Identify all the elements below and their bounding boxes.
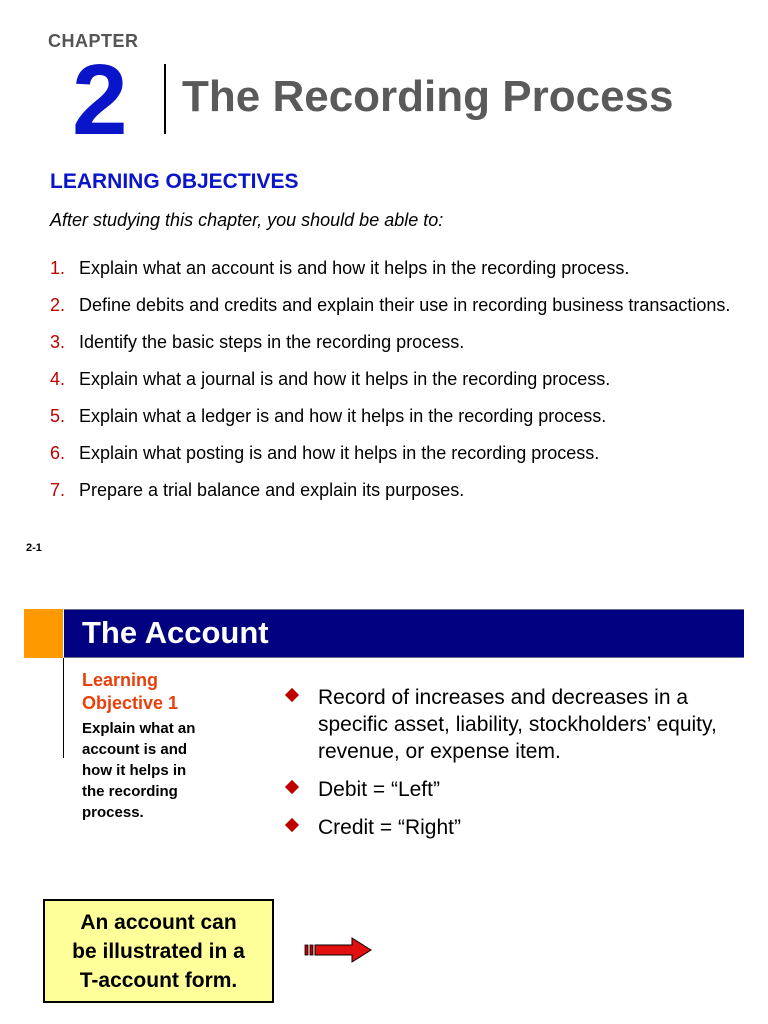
- callout-line: T-account form.: [79, 968, 238, 992]
- chapter-number: 2: [72, 44, 128, 156]
- bullet-text: Debit = “Left”: [318, 778, 440, 801]
- title-accent-block: [24, 609, 63, 658]
- red-diamond-icon: [285, 688, 299, 702]
- callout-line: An account can: [80, 910, 237, 934]
- objective-item: [50, 475, 750, 505]
- objectives-heading: LEARNING OBJECTIVES: [50, 170, 299, 193]
- title-divider: [164, 64, 166, 134]
- sidebar-divider: [63, 658, 64, 758]
- description-line: Explain what an: [82, 720, 196, 737]
- objective-number: 6.: [50, 443, 66, 463]
- learning-objective-label: [82, 669, 178, 715]
- objectives-intro: After studying this chapter, you should be able to:: [50, 210, 444, 230]
- objective-number: 3.: [50, 332, 66, 352]
- chapter-label: CHAPTER: [48, 31, 139, 51]
- bullet-item: [285, 776, 740, 803]
- bullet-text: Record of increases and decreases in a specific asset, liability, stockholders’ equity, revenue, or expense item.: [318, 686, 717, 763]
- chapter-title: The Recording Process: [182, 72, 674, 121]
- callout-text: [72, 908, 245, 995]
- description-line: account is and: [82, 741, 188, 758]
- description-line: the recording: [82, 783, 178, 800]
- objective-item: [50, 364, 750, 394]
- bullet-list: [285, 684, 740, 852]
- objective-number: 2.: [50, 295, 66, 315]
- objective-item: [50, 438, 750, 468]
- objective-text: Explain what a ledger is and how it helps in the recording process.: [79, 406, 607, 426]
- objective-text: Identify the basic steps in the recording process.: [79, 332, 465, 352]
- bullet-text: Credit = “Right”: [318, 816, 461, 839]
- objective-text: Explain what posting is and how it helps in the recording process.: [79, 443, 600, 463]
- learning-objective-description: [82, 718, 232, 823]
- description-line: process.: [82, 804, 144, 821]
- callout-box: [43, 899, 274, 1003]
- red-diamond-icon: [285, 780, 299, 794]
- slide-title: The Account: [82, 615, 269, 650]
- objective-item: [50, 401, 750, 431]
- objective-text: Prepare a trial balance and explain its purposes.: [79, 480, 465, 500]
- description-line: how it helps in: [82, 762, 187, 779]
- objective-item: [50, 327, 750, 357]
- learning-objective-label-line: Learning: [82, 670, 159, 690]
- learning-objective-label-line: Objective 1: [82, 693, 179, 713]
- bullet-item: [285, 814, 740, 841]
- right-arrow-icon: [304, 935, 374, 965]
- callout-line: be illustrated in a: [72, 939, 245, 963]
- objective-number: 7.: [50, 480, 66, 500]
- objective-number: 4.: [50, 369, 66, 389]
- objective-number: 1.: [50, 258, 66, 278]
- objectives-list: [50, 253, 750, 512]
- objective-text: Explain what an account is and how it helps in the recording process.: [79, 258, 630, 278]
- bullet-item: [285, 684, 740, 765]
- objective-item: [50, 290, 750, 320]
- page-number: 2-1: [26, 542, 42, 554]
- objective-number: 5.: [50, 406, 66, 426]
- objective-text: Define debits and credits and explain their use in recording business transactions.: [79, 295, 731, 315]
- objective-text: Explain what a journal is and how it helps in the recording process.: [79, 369, 611, 389]
- red-diamond-icon: [285, 818, 299, 832]
- objective-item: [50, 253, 750, 283]
